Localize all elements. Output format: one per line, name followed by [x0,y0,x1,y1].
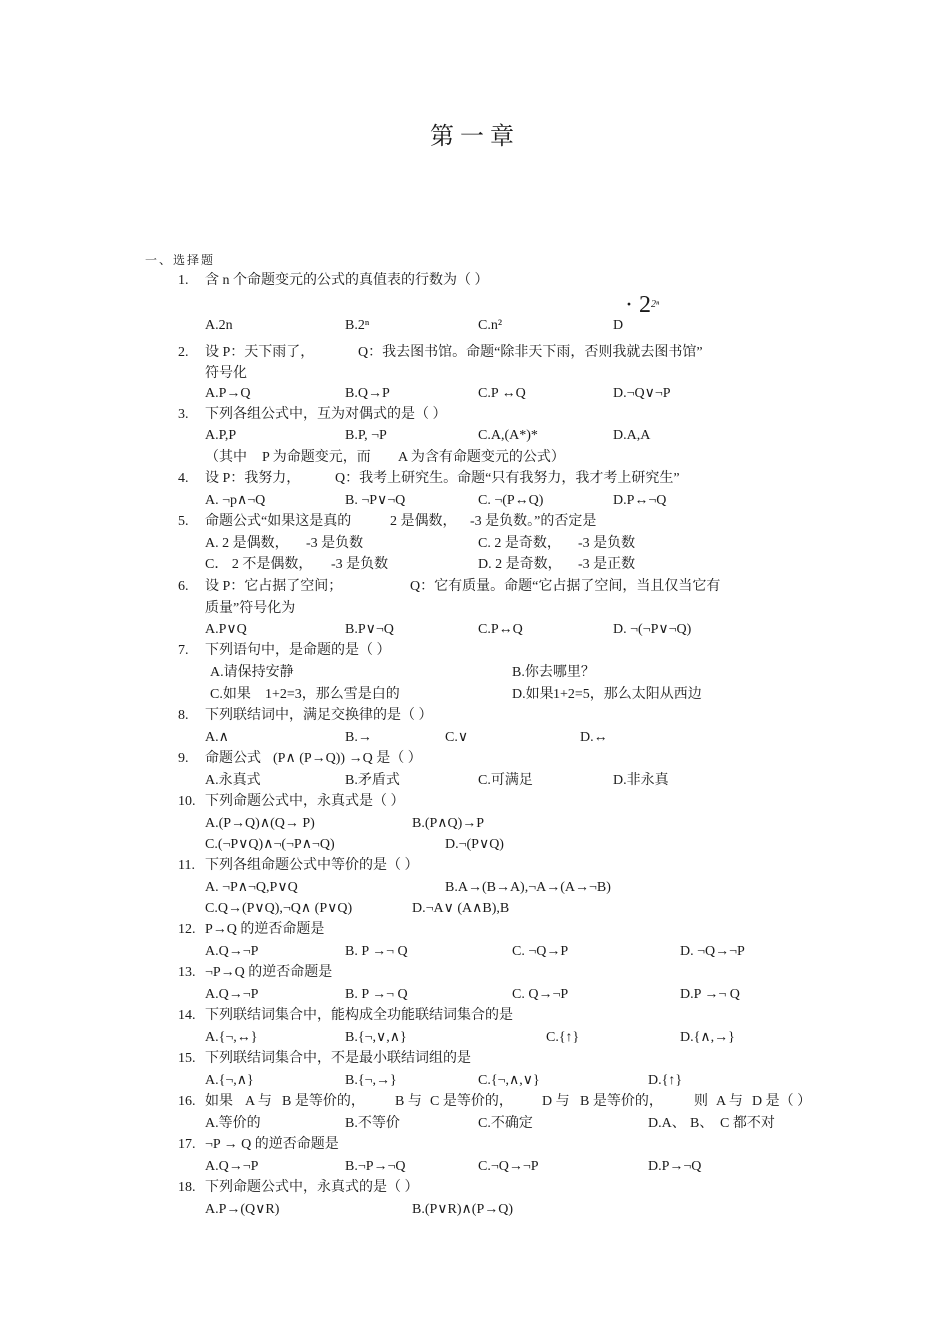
question-number: 6. [178,579,189,594]
question-stem: 设 P：天下雨了， [205,345,315,360]
question-stem: 设 P：我努力， [205,471,301,486]
question-text: B.2ⁿ [345,318,370,333]
question-stem: 命题公式 [205,751,261,766]
question-number: 9. [178,751,189,766]
question-text: (P∧ (P→Q)) →Q 是（ ） [273,751,422,766]
question-stem: 下列联结词集合中，不是最小联结词组的是 [205,1051,471,1066]
question-text: A.等价的 [205,1116,261,1131]
question-text: A.{¬,↔} [205,1030,258,1045]
question-text: C.∨ [445,730,469,745]
question-text: C.可满足 [478,773,533,788]
question-number: 1. [178,273,189,288]
question-stem: ¬P→Q 的逆否命题是 [205,965,333,980]
question-text: C 都不对 [720,1116,775,1131]
question-number: 17. [178,1137,196,1152]
section-heading: 一、选择题 [145,253,216,267]
question-text: A.P→(Q∨R) [205,1202,280,1217]
question-text: B 是等价的， [282,1094,365,1109]
question-text: A. ¬p∧¬Q [205,493,266,508]
question-text: A.Q→¬P [205,987,259,1002]
question-text: 2 是偶数， [390,514,457,529]
question-text: -3 是负数 [306,536,364,551]
question-number: 14. [178,1008,196,1023]
question-text: D.A、 [648,1116,686,1131]
question-text: -3 是负数 [578,536,636,551]
question-text: D.{↑} [648,1073,683,1088]
question-text: B、 [690,1116,714,1131]
question-text: A.永真式 [205,773,261,788]
question-text: C.A,(A*)* [478,428,538,443]
question-text: C.n² [478,318,503,333]
question-text: -3 是负数 [331,557,389,572]
question-text: 1+2=3，那么雪是白的 [265,687,400,702]
question-text: B.{¬,∨,∧} [345,1030,407,1045]
question-text: C.如果 [210,687,251,702]
question-text: B. P →¬ Q [345,944,408,959]
question-text: B.{¬,→} [345,1073,397,1088]
question-text: D. ¬Q→¬P [680,944,745,959]
question-text: 则 [694,1094,708,1109]
question-text: D.如果 [512,687,554,702]
question-text: C.P↔Q [478,622,523,637]
question-text: A 与 [716,1094,743,1109]
option-d-formula: · $2^{2^n}$ [625,292,660,318]
question-text: A.(P→Q)∧(Q→ P) [205,816,315,831]
question-text: C.{¬,∧,∨} [478,1073,540,1088]
question-text: D.非永真 [613,773,669,788]
question-text: C.¬Q→¬P [478,1159,539,1174]
question-text: D 是（ ） [752,1094,812,1109]
question-text: A.P∨Q [205,622,247,637]
question-text: A. 2 是偶数， [205,536,289,551]
question-number: 13. [178,965,196,980]
question-text: P 为命题变元，而 [262,450,371,465]
question-text: D.P→¬Q [648,1159,702,1174]
question-text: D. ¬(¬P∨¬Q) [613,622,692,637]
question-text: A.P→Q [205,386,251,401]
question-text: B.A→(B→A),¬A→(A→¬B) [445,880,611,895]
question-text: C.{↑} [546,1030,580,1045]
question-text: A.请保持安静 [210,665,294,680]
question-text: A. ¬P∧¬Q,P∨Q [205,880,298,895]
question-text: D.P↔¬Q [613,493,667,508]
question-text: -3 是正数 [578,557,636,572]
question-number: 18. [178,1180,196,1195]
question-text: Q：我考上研究生。命题“只有我努力，我才考上研究生” [335,471,680,486]
question-text: A 与 [245,1094,272,1109]
page-title: 第一章 [430,124,520,150]
question-text: B.你去哪里？ [512,665,595,680]
question-stem: 下列各组公式中，互为对偶式的是（ ） [205,407,447,422]
question-text: 1+2=5，那么太阳从西边 [553,687,702,702]
question-number: 5. [178,514,189,529]
question-text: D.P →¬ Q [680,987,740,1002]
question-text: C. Q→¬P [512,987,569,1002]
question-text: D.A,A [613,428,651,443]
question-number: 7. [178,643,189,658]
question-text: B.矛盾式 [345,773,400,788]
question-text: C.不确定 [478,1116,533,1131]
question-text: B.¬P→¬Q [345,1159,406,1174]
question-text: B.不等价 [345,1116,400,1131]
question-stem: 命题公式“如果这是真的 [205,514,352,529]
question-stem: 下列联结词中，满足交换律的是（ ） [205,708,433,723]
question-stem: 下列各组命题公式中等价的是（ ） [205,858,419,873]
question-stem: P→Q 的逆否命题是 [205,922,325,937]
question-text: B 与 [395,1094,422,1109]
question-text: C.Q→(P∨Q),¬Q∧ (P∨Q) [205,901,353,916]
question-number: 15. [178,1051,196,1066]
question-text: B.→ [345,730,372,745]
question-text: A.{¬,∧} [205,1073,254,1088]
question-text: Q：它有质量。命题“它占据了空间，当且仅当它有 [410,579,721,594]
question-text: D. 2 是奇数， [478,557,562,572]
question-text: D.↔ [580,730,608,745]
question-text: A 为含有命题变元的公式） [398,450,565,465]
question-text: A.Q→¬P [205,944,259,959]
question-number: 8. [178,708,189,723]
question-text: C.P ↔Q [478,386,526,401]
question-number: 4. [178,471,189,486]
question-stem: 下列语句中，是命题的是（ ） [205,643,391,658]
question-text: D.¬A∨ (A∧B),B [412,901,510,916]
question-text: A.2n [205,318,233,333]
question-text: -3 是负数。”的否定是 [470,514,597,529]
question-number: 2. [178,345,189,360]
question-text: B.P∨¬Q [345,622,394,637]
question-text: B.(P∧Q)→P [412,816,485,831]
question-number: 12. [178,922,196,937]
question-text: B 是等价的， [580,1094,663,1109]
question-text: 质量”符号化为 [205,601,296,616]
question-stem: 含 n 个命题变元的公式的真值表的行数为（ ） [205,273,489,288]
question-text: D.¬Q∨¬P [613,386,671,401]
question-number: 3. [178,407,189,422]
question-text: 符号化 [205,366,247,381]
question-stem: 下列命题公式中，永真式的是（ ） [205,1180,419,1195]
question-text: B.(P∨R)∧(P→Q) [412,1202,514,1217]
question-stem: 下列命题公式中，永真式是（ ） [205,794,405,809]
question-text: C. 2 是奇数， [478,536,561,551]
question-text: B.P, ¬P [345,428,387,443]
question-number: 16. [178,1094,196,1109]
question-text: B.Q→P [345,386,390,401]
question-text: Q：我去图书馆。命题“除非天下雨，否则我就去图书馆” [358,345,703,360]
question-text: C. ¬Q→P [512,944,569,959]
question-text: A.∧ [205,730,229,745]
question-stem: 下列联结词集合中，能构成全功能联结词集合的是 [205,1008,513,1023]
question-text: B. P →¬ Q [345,987,408,1002]
question-text: C 是等价的， [430,1094,513,1109]
question-text: C. ¬(P↔Q) [478,493,544,508]
question-text: C． 2 不是偶数， [205,557,313,572]
question-text: （其中 [205,450,247,465]
question-text: D.{∧,→} [680,1030,735,1045]
question-stem: ¬P → Q 的逆否命题是 [205,1137,339,1152]
question-stem: 设 P：它占据了空间； [205,579,343,594]
question-stem: 如果 [205,1094,233,1109]
question-text: B. ¬P∨¬Q [345,493,406,508]
question-text: A.Q→¬P [205,1159,259,1174]
question-text: D.¬(P∨Q) [445,837,504,852]
question-number: 11. [178,858,195,873]
question-text: D [613,318,624,333]
question-number: 10. [178,794,196,809]
question-text: C.(¬P∨Q)∧¬(¬P∧¬Q) [205,837,335,852]
question-text: D 与 [542,1094,570,1109]
question-text: A.P,P [205,428,237,443]
